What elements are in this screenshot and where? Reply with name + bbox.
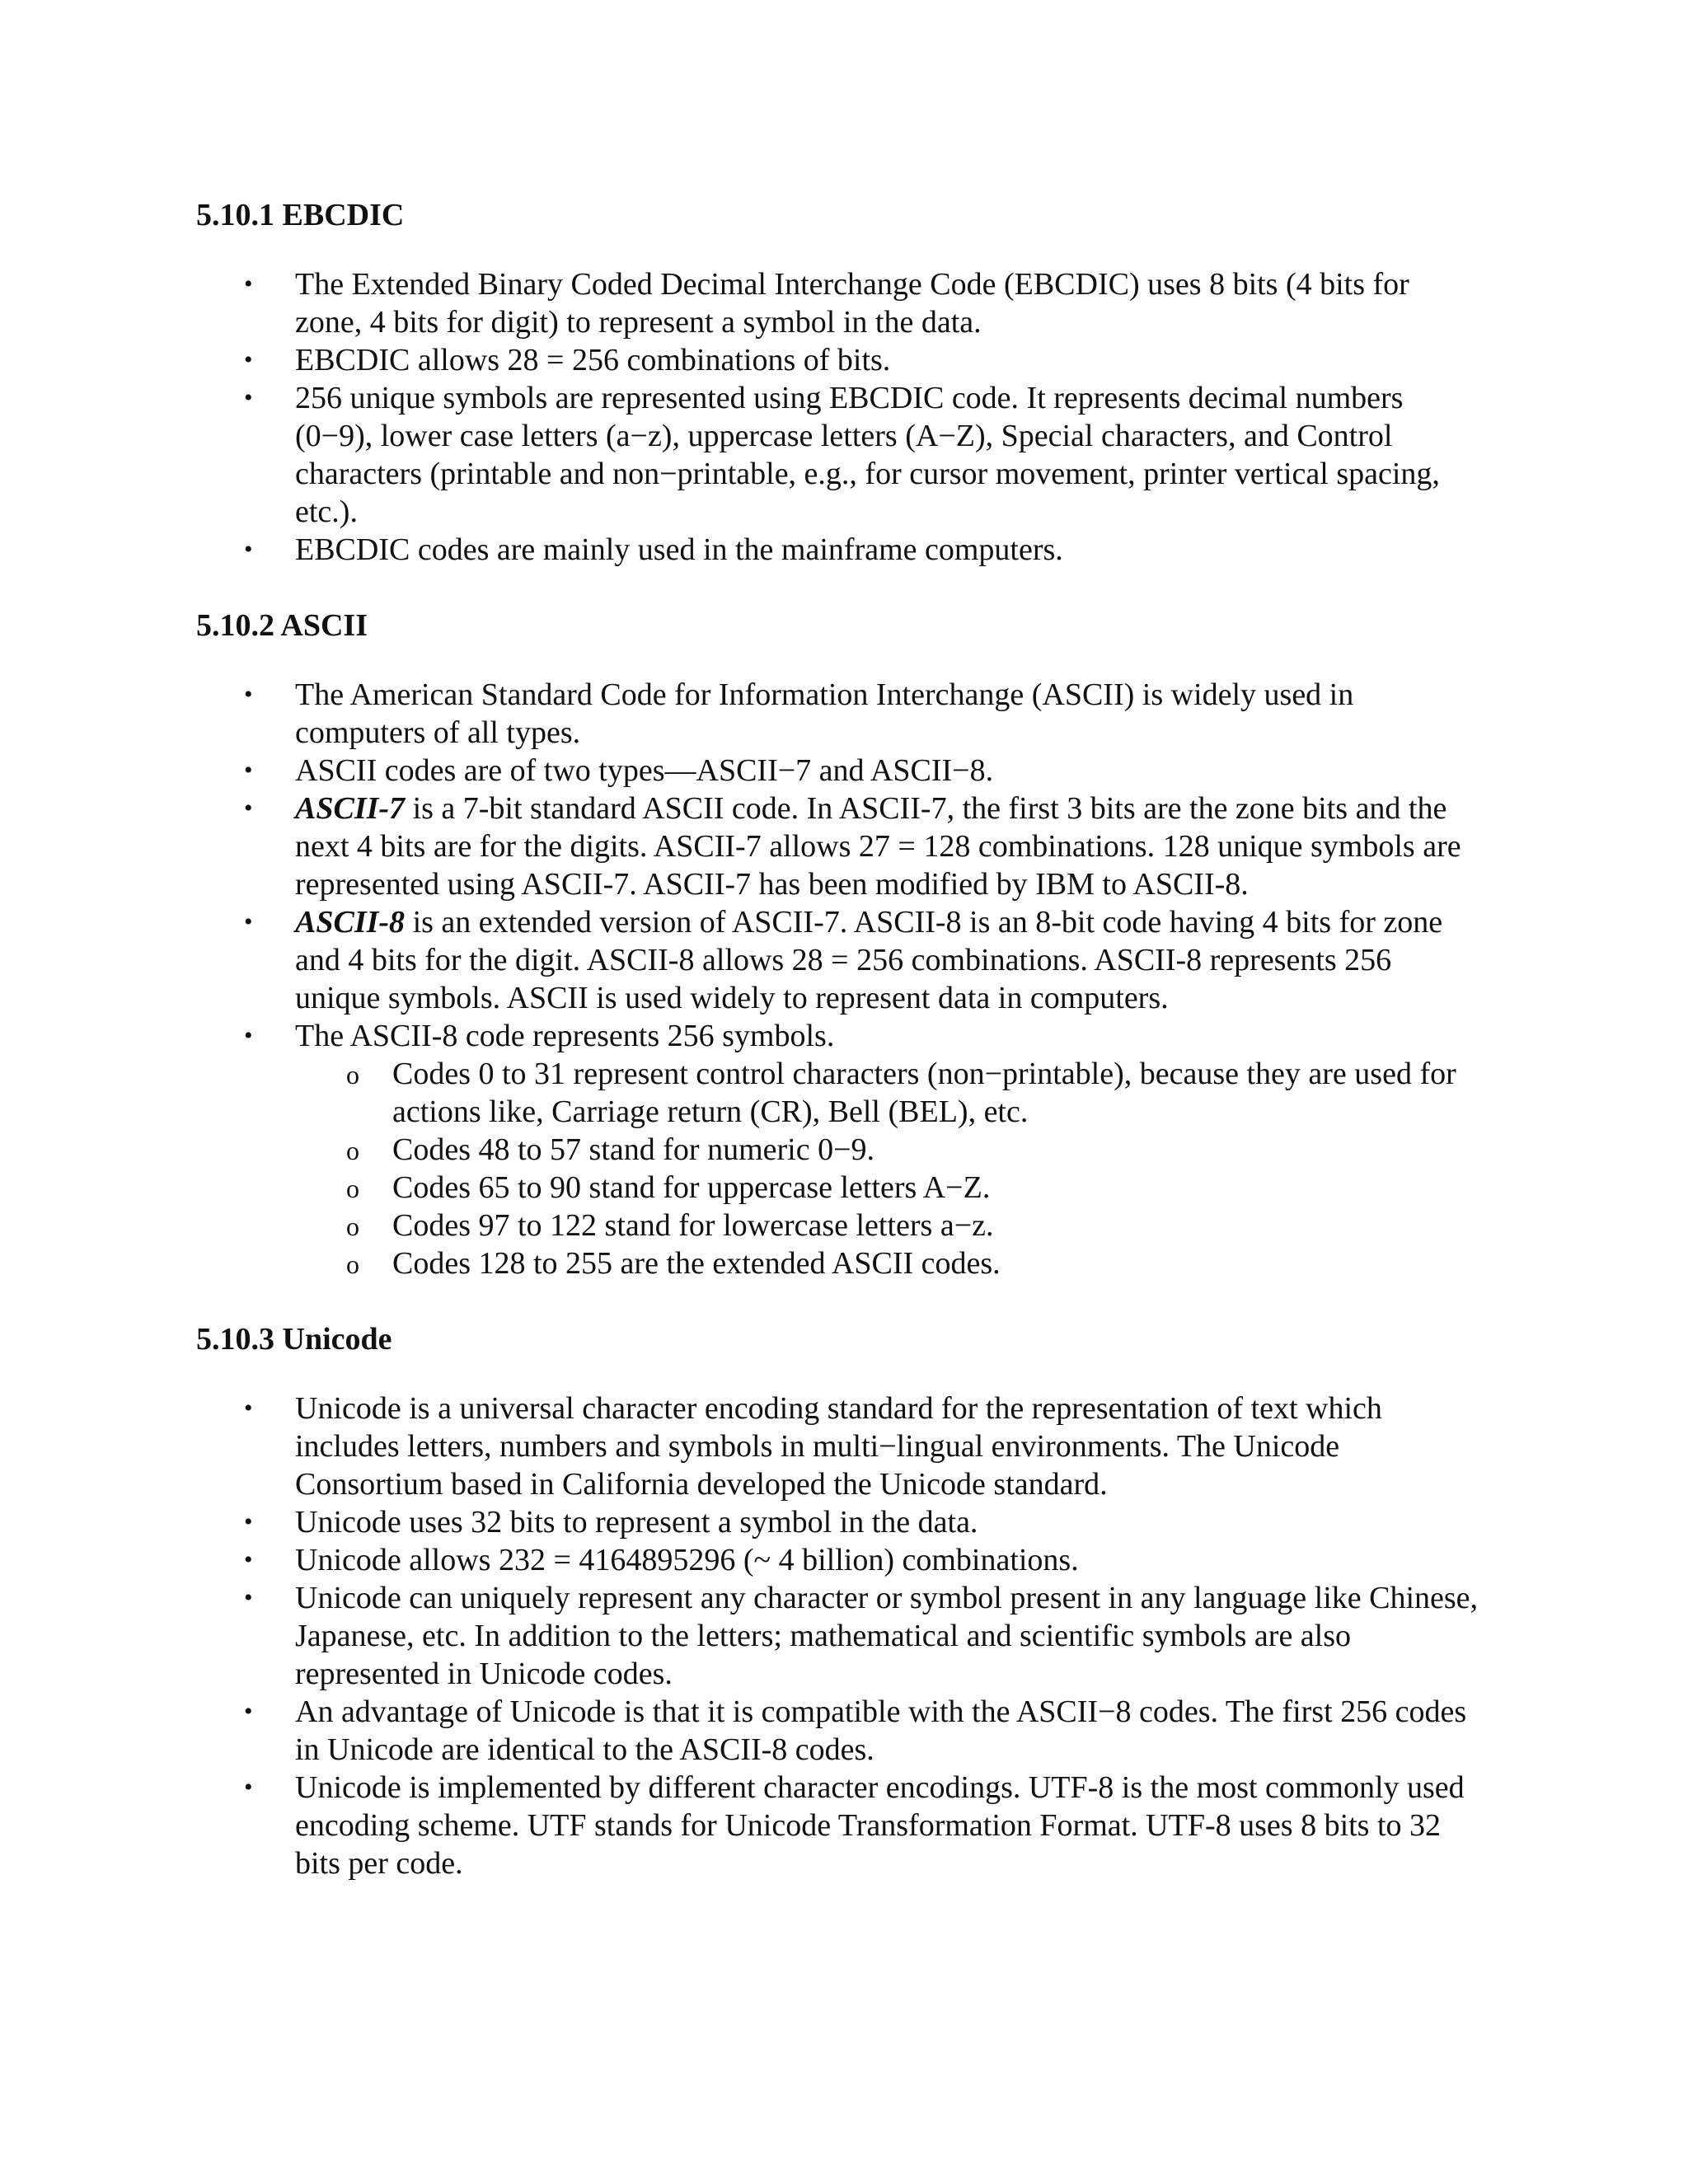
list-item-text: EBCDIC allows 28 = 256 combinations of bits. [295, 343, 891, 377]
list-item [196, 1390, 1482, 1503]
list-item-text: Unicode uses 32 bits to represent a symbol in the data. [295, 1505, 978, 1540]
bullet-icon: • [244, 794, 253, 822]
bullet-icon: • [244, 384, 253, 411]
sub-list-item [295, 1131, 1482, 1169]
list-item-text: EBCDIC codes are mainly used in the mainframe computers. [295, 532, 1063, 567]
ebcdic-bullet-list [196, 265, 1482, 569]
list-item [196, 341, 1482, 379]
list-item-text: is an extended version of ASCII-7. ASCII-8 is an 8-bit code having 4 bits for zone and 4 bits for the digit. ASCII-8 allows 28 = 256 combinations. ASCII-8 represents 256 unique symbols. ASCII is used widely to represent data in computers. [295, 905, 1443, 1015]
sub-list-item [295, 1244, 1482, 1282]
list-item [196, 1769, 1482, 1882]
ascii-codes-sublist [295, 1055, 1482, 1282]
list-item [196, 1503, 1482, 1541]
circle-bullet-icon: o [346, 1060, 359, 1090]
bullet-icon: • [244, 681, 253, 708]
section-heading-unicode: 5.10.3 Unicode [196, 1322, 392, 1357]
sub-list-item [295, 1055, 1482, 1131]
bullet-icon: • [244, 346, 253, 373]
circle-bullet-icon: o [346, 1136, 359, 1165]
bullet-icon: • [244, 908, 253, 935]
list-item-text: Unicode is implemented by different character encodings. UTF-8 is the most commonly used encoding scheme. UTF stands for Unicode Transformation Format. UTF-8 uses 8 bits to 32 bits per code. [295, 1770, 1465, 1881]
sub-list-item-text: Codes 65 to 90 stand for uppercase letters A−Z. [392, 1170, 991, 1205]
document-page [196, 196, 1482, 1882]
list-item-text: An advantage of Unicode is that it is compatible with the ASCII−8 codes. The first 256 codes in Unicode are identical to the ASCII-8 codes. [295, 1694, 1467, 1767]
ascii-bullet-list [196, 676, 1482, 1282]
list-item-text: Unicode allows 232 = 4164895296 (~ 4 billion) combinations. [295, 1543, 1079, 1577]
list-item [196, 1693, 1482, 1769]
list-item [196, 379, 1482, 531]
bullet-icon: • [244, 1394, 253, 1422]
circle-bullet-icon: o [346, 1249, 359, 1279]
list-item-text: The ASCII-8 code represents 256 symbols. [295, 1019, 835, 1053]
bullet-icon: • [244, 536, 253, 563]
sub-list-item-text: Codes 48 to 57 stand for numeric 0−9. [392, 1132, 875, 1167]
bullet-icon: • [244, 1546, 253, 1573]
list-item-ascii7 [196, 790, 1482, 903]
list-item [196, 531, 1482, 569]
list-item-text: is a 7-bit standard ASCII code. In ASCII-7, the first 3 bits are the zone bits and the next 4 bits are for the digits. ASCII-7 allows 27 = 128 combinations. 128 unique symbols are represented using ASCII-7. ASCII-7 has been modified by IBM to ASCII-8. [295, 791, 1461, 902]
bullet-icon: • [244, 1698, 253, 1725]
list-item [196, 1541, 1482, 1579]
term-ascii7: ASCII-7 [295, 791, 406, 826]
circle-bullet-icon: o [346, 1174, 359, 1203]
list-item-text: Unicode can uniquely represent any character or symbol present in any language like Chinese, Japanese, etc. In addition to the letters; mathematical and scientific symbols are also represented in Unicode codes. [295, 1581, 1479, 1691]
bullet-icon: • [244, 1508, 253, 1535]
sub-list-item [295, 1207, 1482, 1244]
list-item [196, 265, 1482, 341]
bullet-icon: • [244, 1022, 253, 1049]
bullet-icon: • [244, 1774, 253, 1801]
circle-bullet-icon: o [346, 1212, 359, 1241]
list-item-text: Unicode is a universal character encoding standard for the representation of text which includes letters, numbers and symbols in multi−lingual environments. The Unicode Consortium based in California developed the Unicode standard. [295, 1391, 1382, 1502]
section-heading-ebcdic: 5.10.1 EBCDIC [196, 198, 405, 232]
list-item-codes [196, 1017, 1482, 1282]
unicode-bullet-list [196, 1390, 1482, 1882]
list-item-text: ASCII codes are of two types—ASCII−7 and ASCII−8. [295, 753, 994, 788]
bullet-icon: • [244, 757, 253, 784]
section-heading-ascii: 5.10.2 ASCII [196, 608, 368, 643]
term-ascii8: ASCII-8 [295, 905, 406, 940]
list-item [196, 676, 1482, 752]
bullet-icon: • [244, 270, 253, 298]
sub-list-item-text: Codes 0 to 31 represent control characters (non−printable), because they are used for actions like, Carriage return (CR), Bell (BEL), etc. [392, 1057, 1456, 1129]
sub-list-item [295, 1169, 1482, 1207]
list-item [196, 1579, 1482, 1693]
list-item-text: The American Standard Code for Information Interchange (ASCII) is widely used in computers of all types. [295, 677, 1354, 750]
list-item-text: The Extended Binary Coded Decimal Interchange Code (EBCDIC) uses 8 bits (4 bits for zone, 4 bits for digit) to represent a symbol in the data. [295, 267, 1409, 340]
bullet-icon: • [244, 1584, 253, 1611]
list-item [196, 752, 1482, 790]
sub-list-item-text: Codes 128 to 255 are the extended ASCII codes. [392, 1246, 1001, 1281]
sub-list-item-text: Codes 97 to 122 stand for lowercase letters a−z. [392, 1208, 994, 1243]
list-item-ascii8 [196, 903, 1482, 1017]
list-item-text: 256 unique symbols are represented using EBCDIC code. It represents decimal numbers (0−9), lower case letters (a−z), uppercase letters (A−Z), Special characters, and Control characters (printable and non−printable, e.g., for cursor movement, printer vertical spacing, etc.). [295, 381, 1440, 529]
